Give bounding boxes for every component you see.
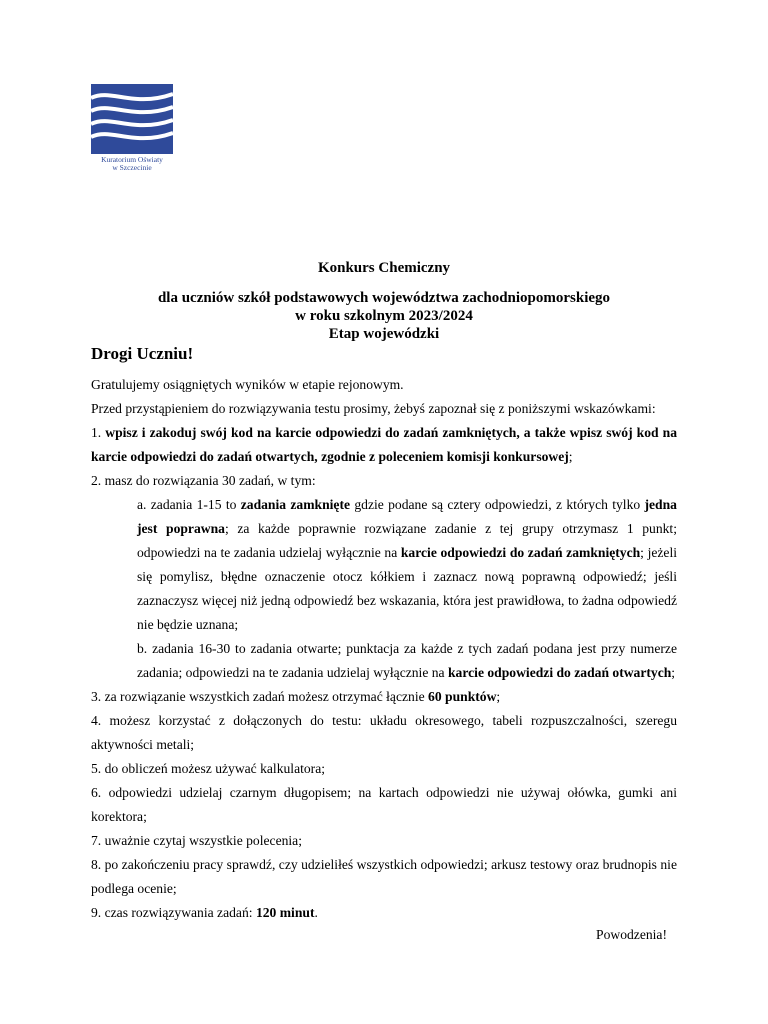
instructions (91, 373, 677, 925)
instruction-item-9: 9. czas rozwiązywania zadań: 120 minut. (91, 905, 318, 920)
kuratorium-logo (91, 84, 173, 172)
greeting: Drogi Uczniu! (91, 344, 194, 363)
school-year: w roku szkolnym 2023/2024 (295, 308, 473, 324)
logo-line1: Kuratorium Oświaty (101, 155, 163, 164)
intro-before: Przed przystąpieniem do rozwiązywania testu prosimy, żebyś zapoznał się z poniższymi wskazówkami: (91, 401, 656, 416)
logo-line2: w Szczecinie (112, 163, 152, 172)
contest-subtitle: dla uczniów szkół podstawowych województwa zachodniopomorskiego (157, 290, 611, 306)
logo-wave-icon (91, 84, 173, 154)
instruction-item-1: 1. wpisz i zakoduj swój kod na karcie odpowiedzi do zadań zamkniętych, a także wpisz swój kod na karcie odpowiedzi do zadań otwartych, zgodnie z poleceniem komisji konkursowej; (91, 425, 677, 464)
instruction-item-2: 2. masz do rozwiązania 30 zadań, w tym: (91, 473, 316, 488)
instruction-item-7: 7. uważnie czytaj wszystkie polecenia; (91, 833, 302, 848)
contest-title: Konkurs Chemiczny (317, 260, 451, 276)
instruction-item-5: 5. do obliczeń możesz używać kalkulatora; (91, 761, 326, 776)
intro-congrats: Gratulujemy osiągniętych wyników w etapie rejonowym. (91, 377, 404, 392)
instruction-item-6: 6. odpowiedzi udzielaj czarnym długopisem; na kartach odpowiedzi nie używaj ołówka, gumki ani korektora; (91, 785, 677, 824)
closing-wish: Powodzenia! (596, 927, 667, 942)
instruction-item-8: 8. po zakończeniu pracy sprawdź, czy udzieliłeś wszystkich odpowiedzi; arkusz testowy oraz brudnopis nie podlega ocenie; (91, 857, 677, 896)
instruction-item-2a: a. zadania 1-15 to zadania zamknięte gdzie podane są cztery odpowiedzi, z których tylko jedna jest poprawna; za każde poprawnie rozwiązane zadanie z tej grupy otrzymasz 1 punkt; odpowiedzi na te zadania udzielaj wyłącznie na karcie odpowiedzi do zadań zamkniętych; jeżeli się pomylisz, błędne oznaczenie otocz kółkiem i zaznacz nową poprawną odpowiedź; jeśli zaznaczysz więcej niż jedną odpowiedź bez wskazania, która jest prawidłowa, to żadna odpowiedź nie będzie uznana; (137, 497, 678, 632)
instruction-item-4: 4. możesz korzystać z dołączonych do testu: układu okresowego, tabeli rozpuszczalności, szeregu aktywności metali; (91, 713, 677, 752)
instruction-item-3: 3. za rozwiązanie wszystkich zadań możesz otrzymać łącznie 60 punktów; (91, 689, 501, 704)
contest-stage: Etap wojewódzki (328, 326, 440, 342)
instruction-item-2b: b. zadania 16-30 to zadania otwarte; punktacja za każde z tych zadań podana jest przy numerze zadania; odpowiedzi na te zadania udzielaj wyłącznie na karcie odpowiedzi do zadań otwartych; (137, 641, 677, 680)
